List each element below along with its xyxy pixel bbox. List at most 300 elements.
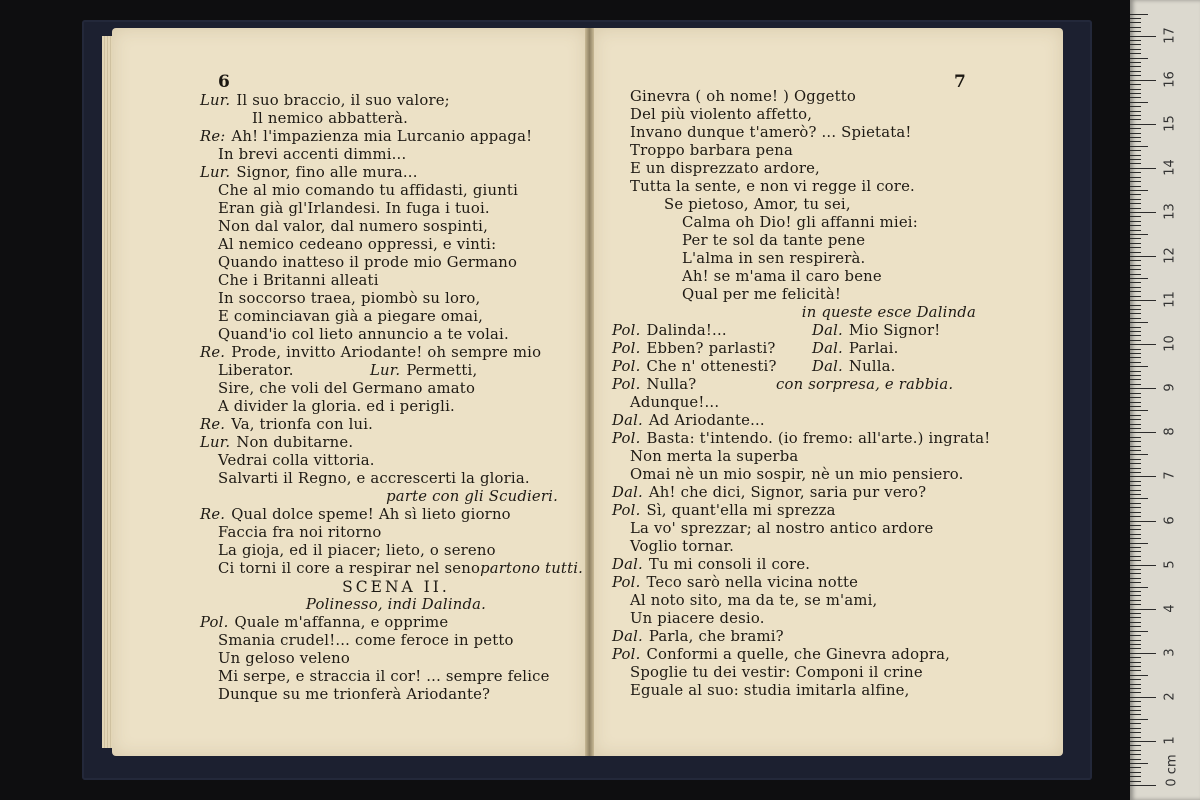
ruler-tick (1130, 186, 1141, 187)
ruler-tick (1130, 36, 1156, 37)
ruler-tick (1130, 243, 1141, 244)
ruler-tick (1130, 234, 1148, 235)
line-text: Che al mio comando tu affidasti, giunti (218, 182, 519, 199)
text-line (200, 110, 580, 128)
ruler-tick (1130, 719, 1148, 720)
text-line (200, 434, 580, 452)
ruler-tick (1130, 512, 1141, 513)
ruler-tick (1130, 309, 1141, 310)
line-text: Non dubitarne. (236, 434, 354, 451)
text-line (612, 106, 1042, 124)
ruler-tick (1130, 291, 1141, 292)
ruler-number: 2 (1162, 692, 1178, 701)
ruler-tick (1130, 569, 1141, 570)
speaker-label: Dal. (812, 358, 843, 375)
ruler-tick (1130, 591, 1141, 592)
line-text: Qual per me felicità! (682, 286, 842, 303)
ruler-tick (1130, 357, 1141, 358)
ruler-tick (1130, 498, 1148, 499)
ruler-tick (1130, 648, 1141, 649)
ruler-tick (1130, 631, 1148, 632)
ruler-tick (1130, 781, 1141, 782)
line-text: Eguale al suo: studia imitarla alfine, (630, 682, 910, 699)
ruler-tick (1130, 684, 1141, 685)
text-line (612, 628, 1042, 646)
ruler-tick (1130, 141, 1141, 142)
ruler-tick (1130, 190, 1148, 191)
line-text: Salvarti il Regno, e accrescerti la gloria. (218, 470, 530, 487)
ruler-tick (1130, 269, 1141, 270)
text-line (612, 592, 1042, 610)
speaker-label: Dal. (812, 340, 843, 357)
text-line (612, 142, 1042, 160)
text-line (200, 596, 580, 614)
ruler-tick (1130, 199, 1141, 200)
text-line (612, 682, 1042, 700)
text-line (200, 326, 580, 344)
ruler-tick (1130, 115, 1141, 116)
text-line (200, 614, 580, 632)
ruler-tick (1130, 397, 1141, 398)
text-line (612, 646, 1042, 664)
left-page-number: 6 (218, 72, 230, 92)
line-text: Ah! l'impazienza mia Lurcanio appaga! (231, 128, 533, 145)
line-text: SCENA II. (342, 578, 450, 596)
text-line (200, 470, 580, 488)
ruler-tick (1130, 573, 1141, 574)
line-text: Che i Britanni alleati (218, 272, 379, 289)
second-speech (812, 358, 896, 376)
ruler-number: 0 cm (1164, 754, 1180, 787)
ruler-tick (1130, 516, 1141, 517)
ruler-tick (1130, 441, 1141, 442)
ruler-tick (1130, 446, 1141, 447)
text-line (200, 542, 580, 560)
ruler-tick (1130, 53, 1141, 54)
line-text: Tutta la sente, e non vi regge il core. (630, 178, 915, 195)
line-text: Adunque!... (630, 394, 720, 411)
line-text: In soccorso traea, piombò su loro, (218, 290, 481, 307)
text-line (200, 560, 584, 578)
text-line (612, 394, 1042, 412)
text-line (612, 322, 1042, 340)
ruler-tick (1130, 194, 1141, 195)
speaker-label: Lur. (200, 164, 231, 181)
line-text: Teco sarò nella vicina notte (646, 574, 859, 591)
ruler-tick (1130, 133, 1141, 134)
ruler-tick (1130, 313, 1141, 314)
ruler-tick (1130, 763, 1148, 764)
ruler-tick (1130, 58, 1148, 59)
text-line (612, 484, 1042, 502)
text-line (612, 160, 1042, 178)
text-line (200, 290, 580, 308)
line-text: Parlai. (848, 340, 899, 357)
ruler-tick (1130, 622, 1141, 623)
line-text: Invano dunque t'amerò? ... Spietata! (630, 124, 912, 141)
ruler-tick (1130, 485, 1141, 486)
ruler-tick (1130, 66, 1141, 67)
line-text: Un geloso veleno (218, 650, 351, 667)
line-text: Il suo braccio, il suo valore; (236, 92, 450, 109)
speaker-label: Dal. (612, 628, 643, 645)
line-text: Ebben? parlasti? (646, 340, 776, 357)
ruler-tick (1130, 97, 1141, 98)
text-line (200, 272, 580, 290)
ruler-tick (1130, 732, 1141, 733)
text-line (200, 308, 580, 326)
text-line (200, 632, 580, 650)
speaker-label: Re. (200, 344, 226, 361)
ruler-tick (1130, 481, 1141, 482)
ruler-tick (1130, 111, 1141, 112)
text-line (612, 430, 1042, 448)
line-text: E cominciavan già a piegare omai, (218, 308, 484, 325)
ruler-tick (1130, 388, 1156, 389)
ruler-tick (1130, 252, 1141, 253)
ruler-tick (1130, 49, 1141, 50)
ruler-number: 10 (1162, 335, 1178, 352)
ruler-tick (1130, 212, 1156, 213)
ruler-tick (1130, 543, 1148, 544)
ruler-tick (1130, 476, 1156, 477)
ruler-tick (1130, 159, 1141, 160)
line-text: E un disprezzato ardore, (630, 160, 820, 177)
ruler-tick (1130, 617, 1141, 618)
ruler-tick (1130, 609, 1156, 610)
line-text: In brevi accenti dimmi... (218, 146, 407, 163)
line-text: Mi serpe, e straccia il cor! ... sempre felice (218, 668, 550, 685)
ruler-tick (1130, 503, 1141, 504)
ruler-tick (1130, 150, 1141, 151)
ruler-tick (1130, 437, 1141, 438)
text-line (612, 232, 1042, 250)
line-text: Dalinda!... (646, 322, 727, 339)
ruler-tick (1130, 521, 1156, 522)
ruler-tick (1130, 230, 1141, 231)
speaker-label: Lur. (200, 92, 231, 109)
ruler-number: 5 (1162, 559, 1178, 569)
line-text: A divider la gloria. ed i perigli. (218, 398, 455, 415)
ruler-tick (1130, 260, 1141, 261)
ruler-tick (1130, 163, 1141, 164)
text-line (200, 362, 580, 380)
ruler-tick (1130, 84, 1141, 85)
ruler-tick (1130, 428, 1141, 429)
line-text: Del più violento affetto, (630, 106, 813, 123)
ruler-tick (1130, 666, 1141, 667)
ruler-tick (1130, 454, 1148, 455)
ruler-tick (1130, 556, 1141, 557)
line-text: Ah! se m'ama il caro bene (682, 268, 882, 285)
ruler-tick (1130, 706, 1141, 707)
line-text: Va, trionfa con lui. (231, 416, 374, 433)
line-text: Prode, invitto Ariodante! oh sempre mio (231, 344, 542, 361)
ruler-number: 1 (1162, 736, 1178, 745)
ruler-tick (1130, 432, 1156, 433)
ruler-tick (1130, 463, 1141, 464)
line-text: L'alma in sen respirerà. (682, 250, 866, 267)
ruler-tick (1130, 679, 1141, 680)
ruler-tick (1130, 31, 1141, 32)
line-text: Signor, fino alle mura... (236, 164, 418, 181)
text-line (200, 92, 580, 110)
text-line (612, 286, 1042, 304)
ruler-tick (1130, 767, 1141, 768)
ruler-tick (1130, 393, 1141, 394)
line-text: Eran già gl'Irlandesi. In fuga i tuoi. (218, 200, 490, 217)
ruler-tick (1130, 282, 1141, 283)
line-text: Quand'io col lieto annuncio a te volai. (218, 326, 509, 343)
ruler-tick (1130, 71, 1141, 72)
ruler-tick (1130, 80, 1156, 81)
ruler-number: 7 (1162, 471, 1178, 481)
ruler-tick (1130, 595, 1141, 596)
ruler-tick (1130, 710, 1141, 711)
stage-direction: partono tutti. (480, 560, 584, 577)
text-line (200, 146, 580, 164)
ruler-number: 3 (1162, 648, 1178, 657)
line-text: La vo' sprezzar; al nostro antico ardore (630, 520, 934, 537)
text-line (200, 380, 580, 398)
ruler-tick (1130, 534, 1141, 535)
line-text: Spoglie tu dei vestir: Componi il crine (630, 664, 923, 681)
ruler-tick (1130, 203, 1141, 204)
ruler-number: 8 (1162, 427, 1178, 436)
ruler-tick (1130, 459, 1141, 460)
line-text: Qual dolce speme! Ah sì lieto giorno (231, 506, 511, 523)
line-text: Ah! che dici, Signor, saria pur vero? (648, 484, 927, 501)
ruler-tick (1130, 375, 1141, 376)
ruler-tick (1130, 225, 1141, 226)
speaker-label: Lur. (370, 362, 401, 379)
ruler-tick (1130, 318, 1141, 319)
text-line (200, 254, 580, 272)
speaker-label: Lur. (200, 434, 231, 451)
speaker-label: Pol. (200, 614, 229, 631)
ruler-tick (1130, 692, 1141, 693)
ruler-tick (1130, 265, 1141, 266)
ruler-tick (1130, 507, 1141, 508)
ruler-tick (1130, 737, 1141, 738)
ruler-number: 15 (1162, 115, 1178, 132)
speaker-label: Pol. (612, 430, 641, 447)
second-speech (812, 340, 899, 358)
line-text: Mio Signor! (848, 322, 941, 339)
ruler-tick (1130, 670, 1141, 671)
line-text: Ginevra ( oh nome! ) Oggetto (630, 88, 856, 105)
ruler-tick (1130, 340, 1141, 341)
ruler-tick (1130, 582, 1141, 583)
ruler-tick (1130, 371, 1141, 372)
ruler-tick (1130, 565, 1156, 566)
line-text: Ci torni il core a respirar nel seno (218, 560, 481, 577)
text-line (200, 218, 580, 236)
ruler-tick (1130, 181, 1141, 182)
ruler-tick (1130, 168, 1156, 169)
second-speech (812, 322, 940, 340)
ruler-tick (1130, 362, 1141, 363)
second-speech (370, 362, 477, 380)
ruler-tick (1130, 221, 1141, 222)
ruler-tick (1130, 287, 1141, 288)
ruler-tick (1130, 772, 1141, 773)
ruler-tick (1130, 278, 1148, 279)
ruler-tick (1130, 89, 1141, 90)
text-line (612, 538, 1042, 556)
line-text: La gioja, ed il piacer; lieto, o sereno (218, 542, 496, 559)
ruler-tick (1130, 177, 1141, 178)
line-text: parte con gli Scudieri. (386, 488, 558, 505)
ruler-tick (1130, 754, 1141, 755)
ruler-tick (1130, 331, 1141, 332)
ruler-tick (1130, 723, 1141, 724)
ruler-tick (1130, 714, 1141, 715)
line-text: Conformi a quelle, che Ginevra adopra, (646, 646, 951, 663)
text-line (200, 488, 580, 506)
ruler-tick (1130, 701, 1141, 702)
ruler-tick (1130, 379, 1141, 380)
text-line (200, 650, 580, 668)
line-text: Omai nè un mio sospir, nè un mio pensiero. (630, 466, 964, 483)
ruler-tick (1130, 93, 1141, 94)
ruler-tick (1130, 728, 1141, 729)
ruler-tick (1130, 327, 1141, 328)
text-line (612, 610, 1042, 628)
ruler-tick (1130, 238, 1141, 239)
text-line (612, 250, 1042, 268)
text-line (200, 506, 580, 524)
text-line (612, 502, 1042, 520)
text-line (200, 164, 580, 182)
speaker-label: Dal. (612, 484, 643, 501)
text-line (200, 398, 580, 416)
line-text: Smania crudel!... come feroce in petto (218, 632, 514, 649)
ruler-tick (1130, 600, 1141, 601)
speaker-label: Pol. (612, 646, 641, 663)
ruler-tick (1130, 551, 1141, 552)
ruler-tick (1130, 776, 1141, 777)
line-text: Per te sol da tante pene (682, 232, 866, 249)
ruler-tick (1130, 644, 1141, 645)
right-page-text (612, 88, 1042, 700)
line-text: Al nemico cedeano oppressi, e vinti: (218, 236, 497, 253)
speaker-label: Re. (200, 416, 226, 433)
measuring-ruler (1130, 0, 1200, 800)
line-text: Faccia fra noi ritorno (218, 524, 382, 541)
text-line (200, 416, 580, 434)
ruler-tick (1130, 256, 1156, 257)
ruler-tick (1130, 384, 1141, 385)
ruler-tick (1130, 578, 1141, 579)
line-text: Che n' ottenesti? (646, 358, 777, 375)
line-text: Sire, che voli del Germano amato (218, 380, 476, 397)
ruler-tick (1130, 604, 1141, 605)
text-line (612, 214, 1042, 232)
ruler-tick (1130, 247, 1141, 248)
ruler-tick (1130, 410, 1148, 411)
text-line (612, 376, 1042, 394)
text-line (612, 466, 1042, 484)
line-text: Quando inatteso il prode mio Germano (218, 254, 518, 271)
text-line (200, 200, 580, 218)
ruler-tick (1130, 353, 1141, 354)
ruler-tick (1130, 335, 1141, 336)
ruler-tick (1130, 653, 1156, 654)
ruler-tick (1130, 468, 1141, 469)
ruler-number: 6 (1162, 515, 1178, 525)
ruler-tick (1130, 146, 1148, 147)
ruler-tick (1130, 14, 1148, 15)
line-text: Troppo barbara pena (630, 142, 794, 159)
line-text: Ad Ariodante... (648, 412, 765, 429)
line-text: Se pietoso, Amor, tu sei, (664, 196, 851, 213)
ruler-tick (1130, 75, 1141, 76)
ruler-tick (1130, 525, 1141, 526)
line-text: Sì, quant'ella mi sprezza (646, 502, 836, 519)
ruler-tick (1130, 137, 1141, 138)
ruler-tick (1130, 300, 1156, 301)
ruler-tick (1130, 472, 1141, 473)
ruler-tick (1130, 44, 1141, 45)
right-page-number: 7 (954, 72, 966, 92)
ruler-tick (1130, 128, 1141, 129)
text-line (612, 664, 1042, 682)
speaker-label: Pol. (612, 574, 641, 591)
ruler-tick (1130, 547, 1141, 548)
text-line (612, 340, 1042, 358)
ruler-tick (1130, 62, 1141, 63)
line-text: Dunque su me trionferà Ariodante? (218, 686, 491, 703)
ruler-number: 17 (1162, 26, 1178, 44)
ruler-tick (1130, 155, 1141, 156)
line-text: Liberator. (218, 362, 294, 379)
line-text: Calma oh Dio! gli affanni miei: (682, 214, 918, 231)
speaker-label: Pol. (612, 376, 641, 393)
ruler-tick (1130, 450, 1141, 451)
text-line (612, 196, 1042, 214)
speaker-label: Dal. (812, 322, 843, 339)
ruler-tick (1130, 216, 1141, 217)
text-line (200, 578, 580, 596)
text-line (200, 452, 580, 470)
line-text: Vedrai colla vittoria. (218, 452, 375, 469)
text-line (612, 304, 1042, 322)
text-line (200, 236, 580, 254)
ruler-tick (1130, 124, 1156, 125)
ruler-tick (1130, 697, 1156, 698)
ruler-tick (1130, 424, 1141, 425)
ruler-number: 11 (1162, 291, 1178, 308)
line-text: Basta: t'intendo. (io fremo: all'arte.) ingrata! (646, 430, 991, 447)
line-text: in queste esce Dalinda (801, 304, 976, 321)
line-text: Nulla. (848, 358, 896, 375)
ruler-tick (1130, 172, 1141, 173)
ruler-tick (1130, 402, 1141, 403)
text-line (200, 686, 580, 704)
line-text: Non merta la superba (630, 448, 799, 465)
ruler-tick (1130, 745, 1141, 746)
stage-direction: con sorpresa, e rabbia. (776, 376, 954, 393)
line-text: Tu mi consoli il core. (648, 556, 811, 573)
line-text: Voglio tornar. (630, 538, 735, 555)
text-line (200, 128, 580, 146)
speaker-label: Dal. (612, 412, 643, 429)
ruler-number: 4 (1162, 604, 1178, 613)
text-line (612, 88, 1042, 106)
ruler-tick (1130, 18, 1141, 19)
ruler-tick (1130, 688, 1141, 689)
